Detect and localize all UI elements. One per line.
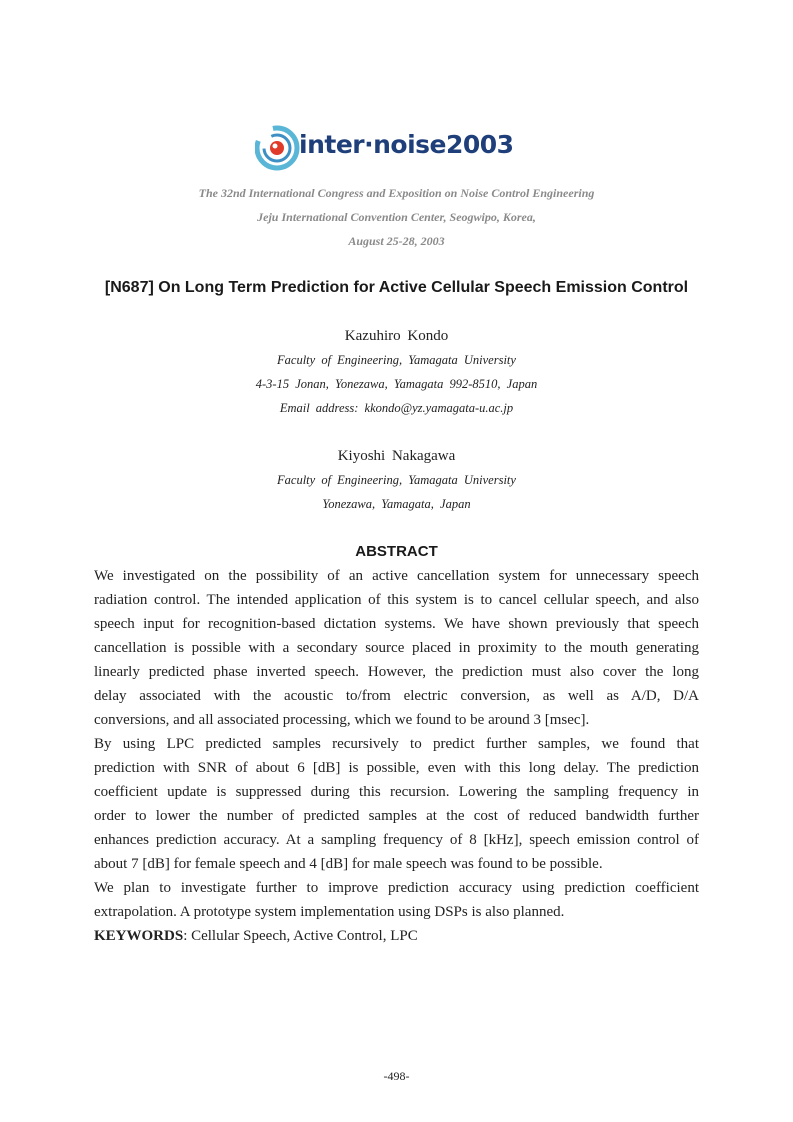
- abstract-line: prediction with SNR of about 6 [dB] is possible, even with this long delay. The prediction: [94, 760, 699, 776]
- abstract-line: linearly predicted phase inverted speech. However, the prediction must also cover the long: [94, 664, 699, 680]
- conference-logo: [255, 120, 545, 176]
- abstract-line: enhances prediction accuracy. At a sampling frequency of 8 [kHz], speech emission control of: [94, 832, 699, 848]
- keywords-list: : Cellular Speech, Active Control, LPC: [183, 928, 418, 944]
- conference-dates: August 25-28, 2003: [348, 234, 445, 248]
- keywords-label: KEYWORDS: [94, 928, 184, 944]
- author-address: Yonezawa, Yamagata, Japan: [322, 497, 471, 511]
- abstract-line: delay associated with the acoustic to/from electric conversion, as well as A/D, D/A: [94, 688, 699, 704]
- abstract-line: cancellation is possible with a secondary source placed in proximity to the mouth generating: [94, 640, 699, 656]
- logo-swirl-icon: [255, 120, 303, 176]
- page-number: -498-: [383, 1069, 410, 1083]
- author-name: Kiyoshi Nakagawa: [337, 448, 456, 464]
- abstract-line: conversions, and all associated processing, which we found to be around 3 [msec].: [94, 712, 590, 728]
- logo-text: inter·noise2003: [299, 130, 514, 159]
- conference-venue: Jeju International Convention Center, Seogwipo, Korea,: [257, 210, 536, 224]
- abstract-line: radiation control. The intended application of this system is to cancel cellular speech, and also: [94, 592, 699, 608]
- author-address: 4-3-15 Jonan, Yonezawa, Yamagata 992-8510, Japan: [255, 377, 538, 391]
- abstract-line: order to lower the number of predicted samples at the cost of reduced bandwidth further: [94, 808, 699, 824]
- abstract-line: speech input for recognition-based dictation systems. We have shown previously that speech: [94, 616, 699, 632]
- abstract-line: We plan to investigate further to improve prediction accuracy using prediction coefficient: [94, 880, 699, 896]
- author-name: Kazuhiro Kondo: [344, 328, 449, 344]
- author-email: Email address: kkondo@yz.yamagata-u.ac.jp: [279, 401, 514, 415]
- conference-name: The 32nd International Congress and Exposition on Noise Control Engineering: [198, 186, 595, 200]
- abstract-line: We investigated on the possibility of an active cancellation system for unnecessary speech: [94, 568, 699, 584]
- abstract-heading: ABSTRACT: [355, 543, 438, 560]
- author-affiliation: Faculty of Engineering, Yamagata University: [277, 353, 516, 367]
- author-affiliation: Faculty of Engineering, Yamagata University: [277, 473, 516, 487]
- keywords: [94, 928, 699, 948]
- abstract-line: extrapolation. A prototype system implementation using DSPs is also planned.: [94, 904, 565, 920]
- paper-title: [N687] On Long Term Prediction for Active Cellular Speech Emission Control: [104, 279, 689, 296]
- abstract-line: By using LPC predicted samples recursively to predict further samples, we found that: [94, 736, 699, 752]
- abstract-line: about 7 [dB] for female speech and 4 [dB] for male speech was found to be possible.: [94, 856, 603, 872]
- abstract-line: coefficient update is suppressed during this recursion. Lowering the sampling frequency in: [94, 784, 699, 800]
